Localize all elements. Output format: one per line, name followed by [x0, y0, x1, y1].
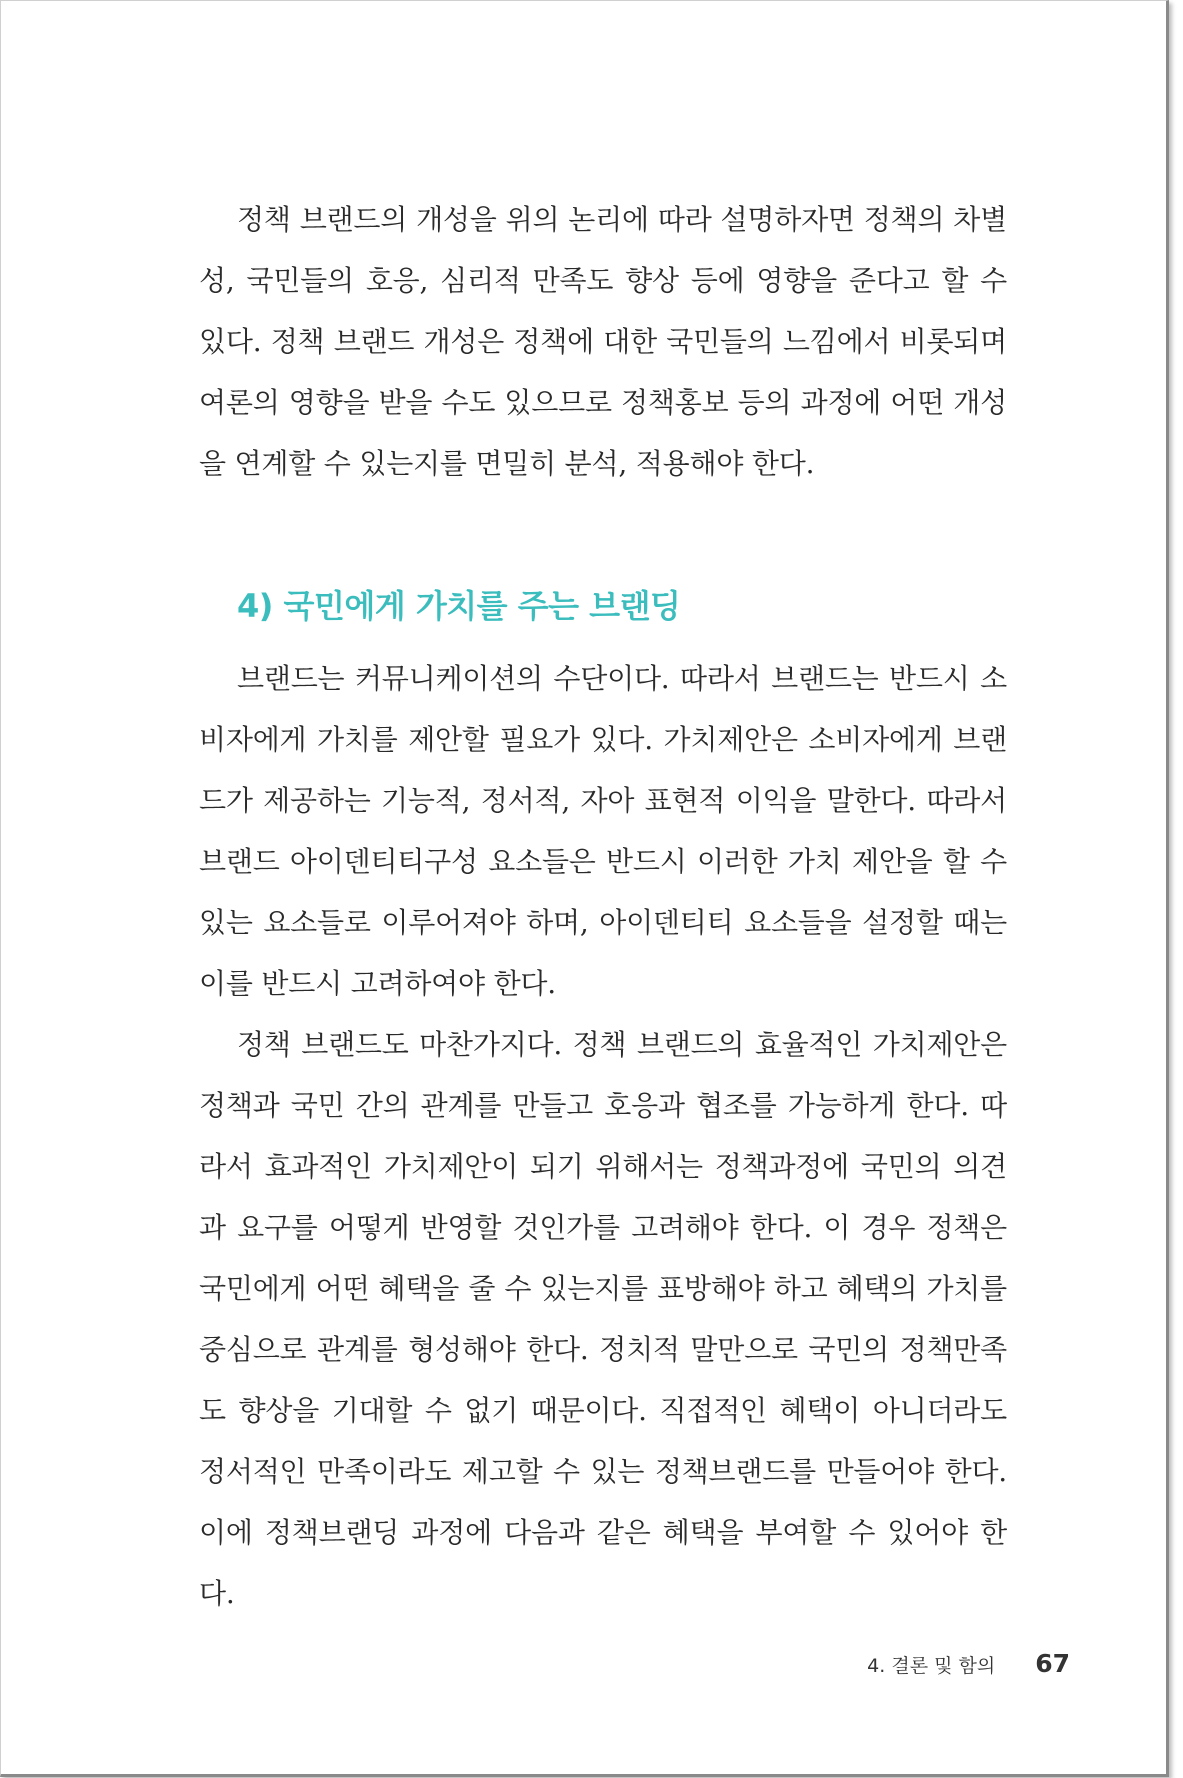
- page-body: [199, 189, 1007, 1624]
- paragraph-policy-brand-value: 정책 브랜드도 마찬가지다. 정책 브랜드의 효율적인 가치제안은 정책과 국민 간의 관계를 만들고 호응과 협조를 가능하게 한다. 따라서 효과적인 가치제안이 되기 위해서는 정책과정에 국민의 의견과 요구를 어떻게 반영할 것인가를 고려해야 한다. 이 경우 정책은 국민에게 어떤 혜택을 줄 수 있는지를 표방해야 하고 혜택의 가치를 중심으로 관계를 형성해야 한다. 정치적 말만으로 국민의 정책만족도 향상을 기대할 수 없기 때문이다. 직접적인 혜택이 아니더라도 정서적인 만족이라도 제고할 수 있는 정책브랜드를 만들어야 한다. 이에 정책브랜딩 과정에 다음과 같은 혜택을 부여할 수 있어야 한다.: [199, 1028, 1007, 1610]
- paragraph-brand-personality: 정책 브랜드의 개성을 위의 논리에 따라 설명하자면 정책의 차별성, 국민들의 호응, 심리적 만족도 향상 등에 영향을 준다고 할 수 있다. 정책 브랜드 개성은 정책에 대한 국민들의 느낌에서 비롯되며 여론의 영향을 받을 수도 있으므로 정책홍보 등의 과정에 어떤 개성을 연계할 수 있는지를 면밀히 분석, 적용해야 한다.: [199, 203, 1007, 480]
- section-spacer: [199, 494, 1007, 586]
- paragraph-brand-communication: 브랜드는 커뮤니케이션의 수단이다. 따라서 브랜드는 반드시 소비자에게 가치를 제안할 필요가 있다. 가치제안은 소비자에게 브랜드가 제공하는 기능적, 정서적, 자아 표현적 이익을 말한다. 따라서 브랜드 아이덴티티구성 요소들은 반드시 이러한 가치 제안을 할 수 있는 요소들로 이루어져야 하며, 아이덴티티 요소들을 설정할 때는 이를 반드시 고려하여야 한다.: [199, 662, 1007, 1000]
- page-footer: [867, 1649, 1070, 1678]
- heading-spacer: [199, 626, 1007, 648]
- page-number: 67: [1035, 1649, 1070, 1678]
- section-heading: 4) 국민에게 가치를 주는 브랜딩: [237, 587, 681, 625]
- footer-chapter-title: 4. 결론 및 함의: [867, 1655, 996, 1677]
